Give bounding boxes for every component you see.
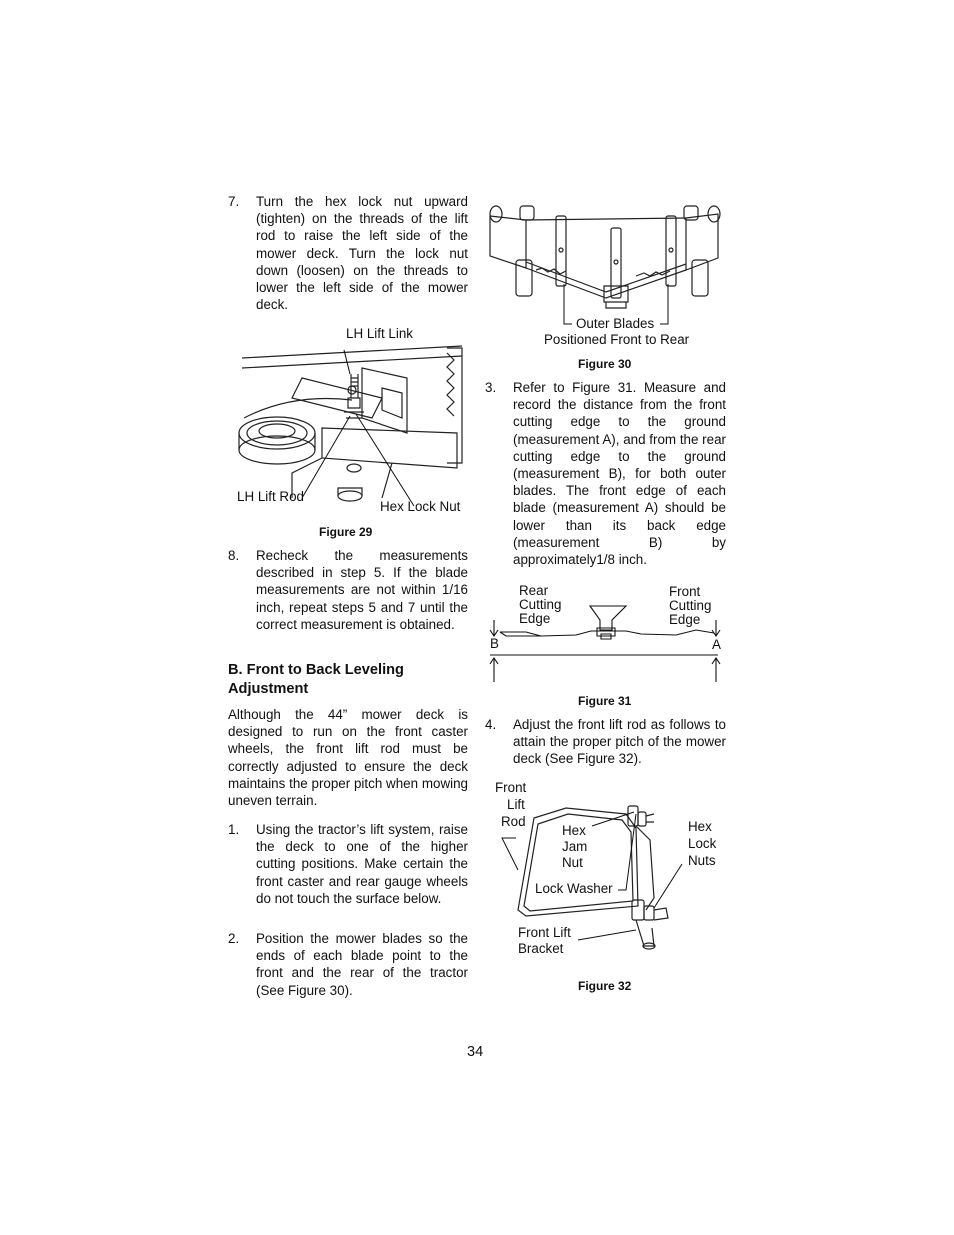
step-number: 3. (485, 380, 497, 395)
step-number: 2. (228, 931, 240, 946)
step-text: Using the tractor’s lift system, raise the deck to one of the higher cutting positions. Make certain the front caster and rear gauge wheels do not touch the surface below. (256, 822, 468, 906)
figure-30-illustration (486, 198, 726, 318)
front-lift-bracket-line2: Bracket (518, 941, 564, 956)
hex-jam-nut-line1: Hex (562, 823, 586, 838)
figure-30 (486, 198, 726, 353)
figure-30-label-line2: Positioned Front to Rear (544, 332, 690, 347)
front-lift-rod-line3: Rod (501, 814, 526, 829)
label-lh-lift-rod: LH Lift Rod (237, 489, 304, 504)
lock-washer-label: Lock Washer (535, 881, 613, 896)
step-text: Refer to Figure 31. Measure and record the distance from the front cutting edge to the ground (measurement A), and from the rear cutting edge to the ground (measurement B), for both outer blades. The front edge of each blade (measurement A) should be lower than its back edge (measurement B) by approximately1/8 inch. (513, 380, 726, 568)
front-edge-line2: Cutting (669, 598, 712, 613)
hex-lock-nuts-line1: Hex (688, 819, 712, 834)
front-edge-line1: Front (669, 584, 701, 599)
hex-jam-nut-line3: Nut (562, 855, 583, 870)
figure-29-caption: Figure 29 (319, 525, 373, 539)
rear-edge-line1: Rear (519, 583, 549, 598)
step-number: 7. (228, 194, 240, 209)
step-number: 1. (228, 822, 240, 837)
marker-b: B (490, 636, 499, 651)
section-b-heading: B. Front to Back Leveling Adjustment (228, 662, 404, 697)
step-number: 4. (485, 717, 497, 732)
front-lift-rod-line1: Front (495, 780, 527, 795)
figure-29 (232, 326, 472, 520)
step-text: Turn the hex lock nut upward (tighten) on the threads of the lift rod to raise the left side of the mower deck. Turn the lock nut down (loosen) on the threads to lower the left side of the mower deck. (256, 194, 468, 313)
front-lift-bracket-line1: Front Lift (518, 925, 571, 940)
front-edge-line3: Edge (669, 612, 701, 627)
figure-30-label-line1: Outer Blades (576, 316, 655, 331)
figure-31 (486, 584, 726, 684)
hex-lock-nuts-line2: Lock (688, 836, 717, 851)
figure-31-caption: Figure 31 (578, 694, 632, 708)
section-b-intro: Although the 44” mower deck is designed to run on the front caster wheels, the front lift rod must be correctly adjusted to ensure the deck maintains the proper pitch when mowing uneven terrain. (228, 707, 468, 809)
step-text: Recheck the measurements described in step 5. If the blade measurements are not within 1/16 inch, repeat steps 5 and 7 until the correct measurement is obtained. (256, 548, 468, 632)
label-lh-lift-link: LH Lift Link (346, 326, 413, 341)
hex-jam-nut-line2: Jam (562, 839, 588, 854)
step-text: Position the mower blades so the ends of each blade point to the front and the rear of the tractor (See Figure 30). (256, 931, 468, 998)
figure-32 (486, 778, 726, 963)
figure-29-illustration (232, 338, 472, 498)
page-number: 34 (467, 1044, 484, 1060)
figure-30-caption: Figure 30 (578, 357, 632, 371)
label-hex-lock-nut: Hex Lock Nut (380, 499, 461, 514)
front-lift-rod-line2: Lift (507, 797, 525, 812)
marker-a: A (712, 637, 721, 652)
hex-lock-nuts-line3: Nuts (688, 853, 716, 868)
step-text: Adjust the front lift rod as follows to attain the proper pitch of the mower deck (See Figure 32). (513, 717, 726, 767)
step-number: 8. (228, 548, 240, 563)
rear-edge-line2: Cutting (519, 597, 562, 612)
rear-edge-line3: Edge (519, 611, 551, 626)
figure-32-caption: Figure 32 (578, 979, 632, 993)
